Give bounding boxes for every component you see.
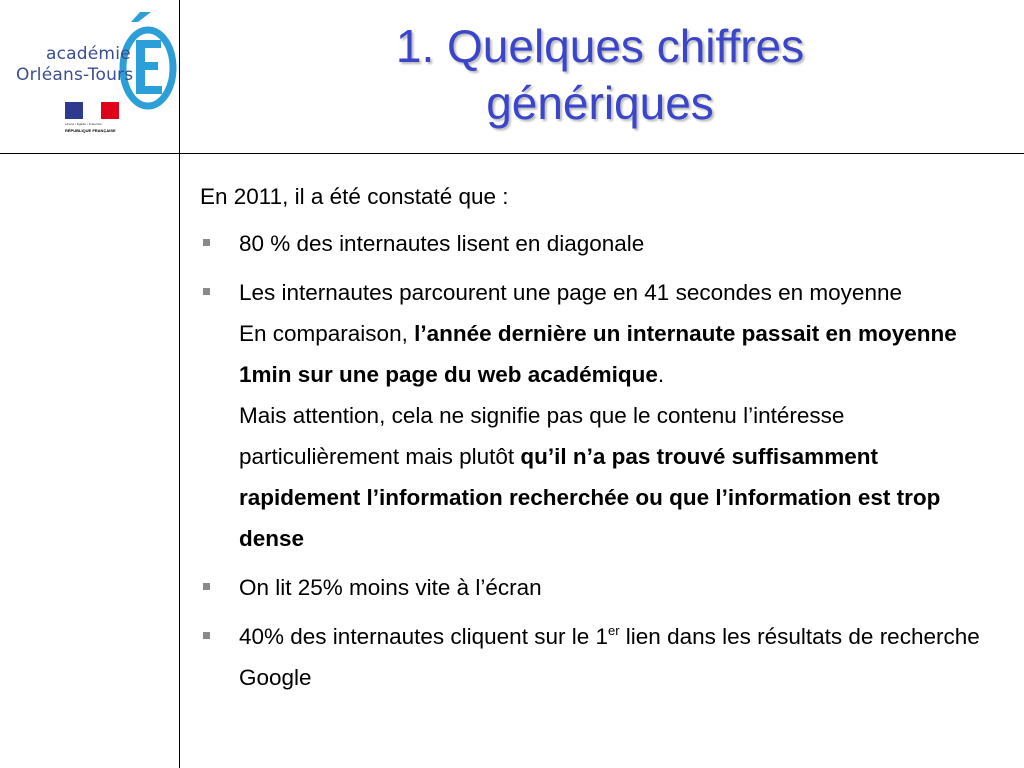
bullet-text: On lit 25% moins vite à l’écran	[239, 575, 542, 600]
bullet-item	[200, 567, 990, 608]
comparison-end: .	[657, 362, 665, 387]
vertical-divider	[179, 0, 180, 768]
comparison-lead: En comparaison,	[239, 321, 415, 346]
ordinal-superscript: er	[607, 623, 620, 638]
bullet-text: 80 % des internautes lisent en diagonale	[239, 231, 645, 256]
tricolor-flag	[65, 102, 119, 119]
bullet-text-before: 40% des internautes cliquent sur le 1	[239, 624, 608, 649]
bullet-text: Les internautes parcourent une page en 41 secondes en moyenne	[239, 280, 902, 305]
intro-text: En 2011, il a été constaté que :	[200, 184, 509, 209]
slide-title-line-1: 1. Quelques chiffres	[395, 20, 805, 72]
bullet-text-after: lien dans les résultats de recherche Google	[239, 624, 980, 690]
bullet-list	[200, 223, 990, 698]
caution-paragraph	[239, 395, 990, 559]
square-bullet-icon	[203, 583, 210, 590]
marianne-logo	[65, 102, 119, 133]
slide-content	[200, 176, 990, 706]
bullet-item	[200, 272, 990, 559]
horizontal-divider	[0, 153, 1024, 154]
slide-title	[260, 18, 940, 132]
bullet-item	[200, 616, 990, 698]
logo-text-academie: académie	[46, 44, 131, 64]
republic-name: RÉPUBLIQUE FRANÇAISE	[65, 128, 116, 133]
comparison-emphasis: l’année dernière un internaute passait en moyenne 1min sur une page du web académique	[239, 321, 957, 387]
caution-lead: Mais attention, cela ne signifie pas que le contenu l’intéresse particulièrement mais plutôt	[239, 403, 845, 469]
logo-text-orleans-tours: Orléans-Tours	[16, 65, 134, 85]
slide-title-line-2: génériques	[486, 77, 714, 129]
caution-emphasis: qu’il n’a pas trouvé suffisamment rapidement l’information recherchée ou que l’information est trop dense	[239, 444, 941, 551]
square-bullet-icon	[203, 632, 210, 639]
comparison-paragraph	[239, 313, 990, 395]
republic-motto: Liberté • Égalité • Fraternité	[65, 122, 102, 126]
bullet-item	[200, 223, 990, 264]
square-bullet-icon	[203, 288, 210, 295]
square-bullet-icon	[203, 239, 210, 246]
academie-logo	[10, 8, 175, 140]
